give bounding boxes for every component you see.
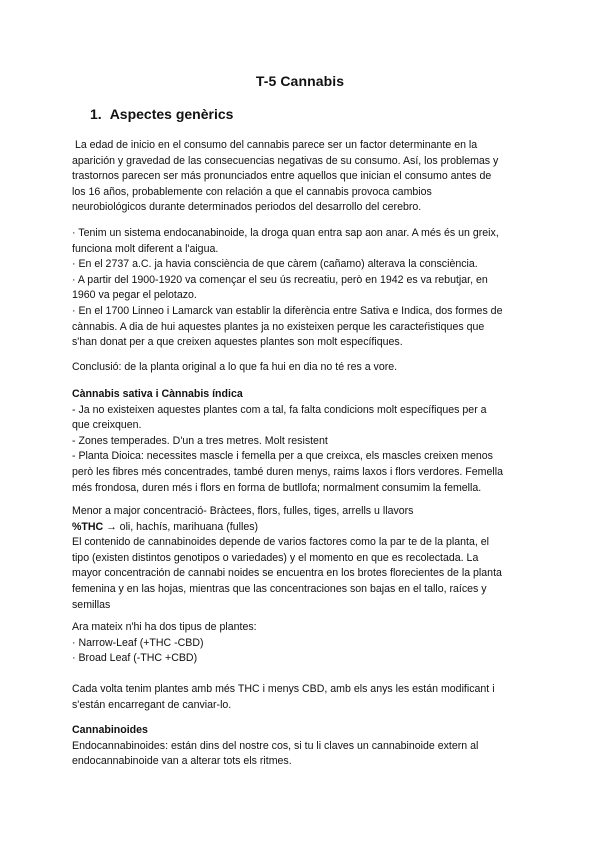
text-line: més frondosa, duren més i flors en forma de butllofa; normalment consumim la femella. (72, 481, 482, 494)
sativa-section (72, 387, 532, 496)
plant-types (72, 620, 532, 667)
subsection-heading: Cànnabis sativa i Cànnabis índica (72, 388, 243, 400)
text-line: Ara mateix n'hi ha dos tipus de plantes: (72, 621, 257, 633)
text-line: trastornos parecen ser más pronunciados entre aquellos que inician el consumo antes de (72, 170, 492, 183)
history-bullets (72, 226, 532, 351)
concentration-section (72, 504, 532, 613)
text-line: però les fibres més concentrades, també duren menys, raims laxos i flors verdores. Femella (72, 465, 503, 478)
text-line: s'están encarregant de canviar-lo. (72, 698, 232, 711)
section-heading (90, 106, 233, 122)
text-line: El contenido de cannabinoides depende de varios factores como la par te de la planta, el (72, 536, 489, 549)
text-line: femenina y en las hojas, mientras que las concentraciones son bajas en el tallo, raíces y (72, 582, 487, 595)
text-line: mayor concentración de cannabi noides se encuentra en los brotes florecientes de la planta (72, 567, 502, 580)
text-line: 1960 va pegar el pelotazo. (72, 289, 197, 302)
section-number: 1. (90, 106, 102, 122)
text-line: Endocannabinoides: están dins del nostre cos, si tu li claves un cannabinoide extern al (72, 739, 479, 752)
trend-paragraph (72, 682, 532, 713)
text-line: Cada volta tenim plantes amb més THC i menys CBD, amb els anys les están modificant i (72, 683, 495, 695)
text-line: aparición y gravedad de las consecuencias negativas de su consumo. Así, los problemas y (72, 154, 499, 167)
text-line: La edad de inicio en el consumo del cannabis parece ser un factor determinante en la (72, 139, 478, 151)
text-line: Menor a major concentració- Bràctees, flors, fulles, tiges, arrells u llavors (72, 505, 414, 517)
text-line: funciona molt diferent a l'aigua. (72, 242, 219, 255)
conclusion-paragraph (72, 360, 532, 376)
text-line: tipo (existen distintos genotipos o variedades) y el momento en que es recolectada. La (72, 551, 479, 564)
text-line: semillas (72, 598, 111, 611)
text-line: endocannabinoide van a alterar tots els ritmes. (72, 755, 292, 768)
text-line: · Tenim un sistema endocanabinoide, la droga quan entra sap aon anar. A més és un greix, (72, 227, 499, 239)
thc-rest: → oli, hachís, marihuana (fulles) (103, 520, 259, 533)
text-line: · Narrow-Leaf (+THC -CBD) (72, 636, 204, 649)
text-line: · A partir del 1900-1920 va començar el seu ús recreatiu, però en 1942 es va rebutjar, en (72, 273, 488, 286)
text-line: los 16 años, probablemente con relación a que el cannabis provoca cambios (72, 185, 432, 198)
section-title: Aspectes genèrics (109, 106, 234, 122)
text-line: neurobiológicos durante determinados periodos del desarrollo del cerebro. (72, 201, 422, 214)
text-line: s'han donat per a que creixen aquestes plantes son molt específiques. (72, 336, 403, 349)
thc-label: %THC (72, 520, 104, 533)
text-line: - Ja no existeixen aquestes plantes com a tal, fa falta condicions molt específiques per a (72, 403, 487, 416)
text-line: que creixquen. (72, 419, 142, 432)
intro-paragraph (72, 138, 532, 216)
text-line: cànnabis. A dia de hui aquestes plantes ja no existeixen perque les caracteŕistiques que (72, 320, 485, 333)
text-line: Conclusió: de la planta original a lo que fa hui en dia no té res a vore. (72, 361, 398, 373)
text-line: · Broad Leaf (-THC +CBD) (72, 652, 198, 665)
subsection-heading: Cannabinoides (72, 724, 148, 736)
text-line: - Planta Dioica: necessites mascle i femella per a que creixca, els mascles creixen menos (72, 450, 493, 463)
text-line: · En el 2737 a.C. ja havia consciència de que càrem (cañamo) alterava la consciència. (72, 258, 478, 271)
document-title: T-5 Cannabis (255, 73, 345, 89)
text-line: · En el 1700 Linneo i Lamarck van establir la diferència entre Sativa e Indica, dos formes de (72, 304, 503, 317)
text-line: - Zones temperades. D'un a tres metres. Molt resistent (72, 434, 328, 447)
thc-line (72, 520, 532, 536)
cannabinoids-section (72, 723, 532, 770)
